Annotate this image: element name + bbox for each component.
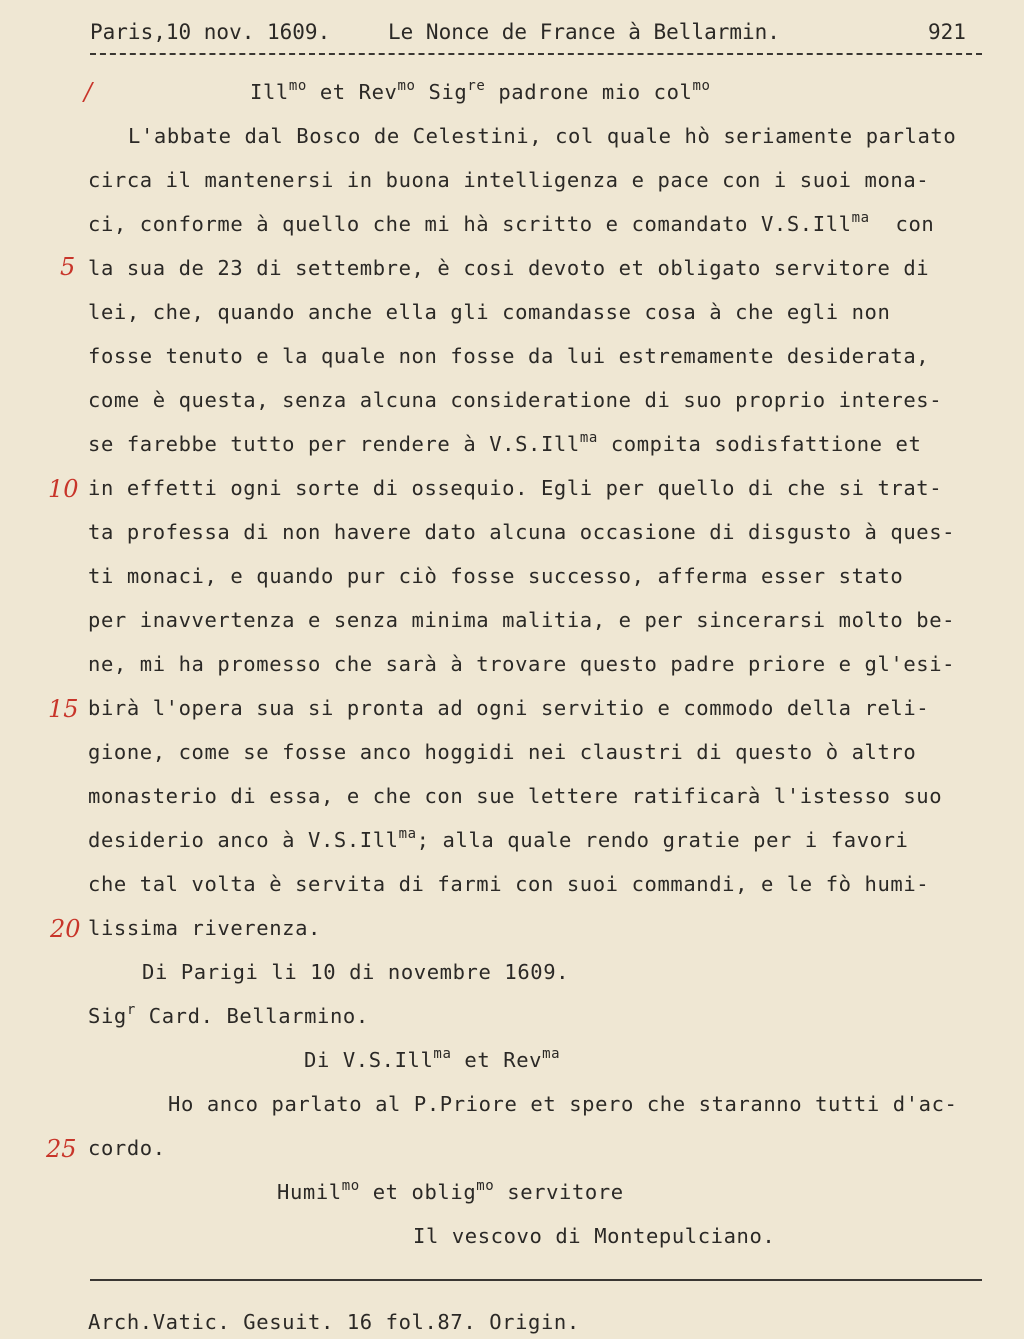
signature-formula: Humil$^{mo}$ et oblig$^{mo}$ servitore <box>277 1178 624 1204</box>
letter-date: Di Parigi li 10 di novembre 1609. <box>142 960 570 984</box>
body-line: lei, che, quando anche ella gli comandasse cosa à che egli non <box>88 300 891 324</box>
salutation: Ill$^{mo}$ et Rev$^{mo}$ Sig$^{re}$ padrone mio col$^{mo}$ <box>250 78 711 104</box>
archive-reference: Arch.Vatic. Gesuit. 16 fol.87. Origin. <box>88 1310 580 1334</box>
body-line: gione, come se fosse anco hoggidi nei claustri di questo ò altro <box>88 740 917 764</box>
body-line: monasterio di essa, e che con sue lettere ratificarà l'istesso suo <box>88 784 943 808</box>
body-line: fosse tenuto e la quale non fosse da lui estremamente desiderata, <box>88 344 930 368</box>
signer: Il vescovo di Montepulciano. <box>413 1224 776 1248</box>
footer-divider <box>90 1279 982 1281</box>
body-line: ci, conforme à quello che mi hà scritto e comandato V.S.Ill$^{ma}$ con <box>88 210 935 236</box>
line-number-20: 20 <box>50 915 81 943</box>
line-number-5: 5 <box>60 253 76 281</box>
header-place-date: Paris,10 nov. 1609. <box>90 20 331 44</box>
postscript-line: Ho anco parlato al P.Priore et spero che staranno tutti d'ac- <box>168 1092 958 1116</box>
body-line: lissima riverenza. <box>88 916 321 940</box>
body-line: ta professa di non havere dato alcuna occasione di disgusto à ques- <box>88 520 956 544</box>
postscript-line: cordo. <box>88 1136 166 1160</box>
body-line: in effetti ogni sorte di ossequio. Egli per quello di che si trat- <box>88 476 943 500</box>
header-title: Le Nonce de France à Bellarmin. <box>388 20 780 44</box>
line-number-1: / <box>84 78 93 106</box>
body-line: se farebbe tutto per rendere à V.S.Ill$^{ma}$ compita sodisfattione et <box>88 430 922 456</box>
closing-formula: Di V.S.Ill$^{ma}$ et Rev$^{ma}$ <box>304 1046 561 1072</box>
body-line: per inavvertenza e senza minima malitia, e per sincerarsi molto be- <box>88 608 956 632</box>
header-divider <box>90 53 982 55</box>
addressee: Sig$^r$ Card. Bellarmino. <box>88 1002 369 1028</box>
body-line: ne, mi ha promesso che sarà à trovare questo padre priore e gl'esi- <box>88 652 956 676</box>
page-number: 921 <box>928 20 966 44</box>
line-number-15: 15 <box>48 695 79 723</box>
body-line: la sua de 23 di settembre, è cosi devoto et obligato servitore di <box>88 256 930 280</box>
body-line: L'abbate dal Bosco de Celestini, col quale hò seriamente parlato <box>128 124 957 148</box>
body-line: come è questa, senza alcuna consideratione di suo proprio interes- <box>88 388 943 412</box>
line-number-10: 10 <box>48 475 79 503</box>
body-line: birà l'opera sua si pronta ad ogni servitio e commodo della reli- <box>88 696 930 720</box>
body-line: circa il mantenersi in buona intelligenza e pace con i suoi mona- <box>88 168 930 192</box>
body-line: desiderio anco à V.S.Ill$^{ma}$; alla quale rendo gratie per i favori <box>88 826 909 852</box>
line-number-25: 25 <box>46 1135 77 1163</box>
body-line: ti monaci, e quando pur ciò fosse successo, afferma esser stato <box>88 564 904 588</box>
body-line: che tal volta è servita di farmi con suoi commandi, e le fò humi- <box>88 872 930 896</box>
